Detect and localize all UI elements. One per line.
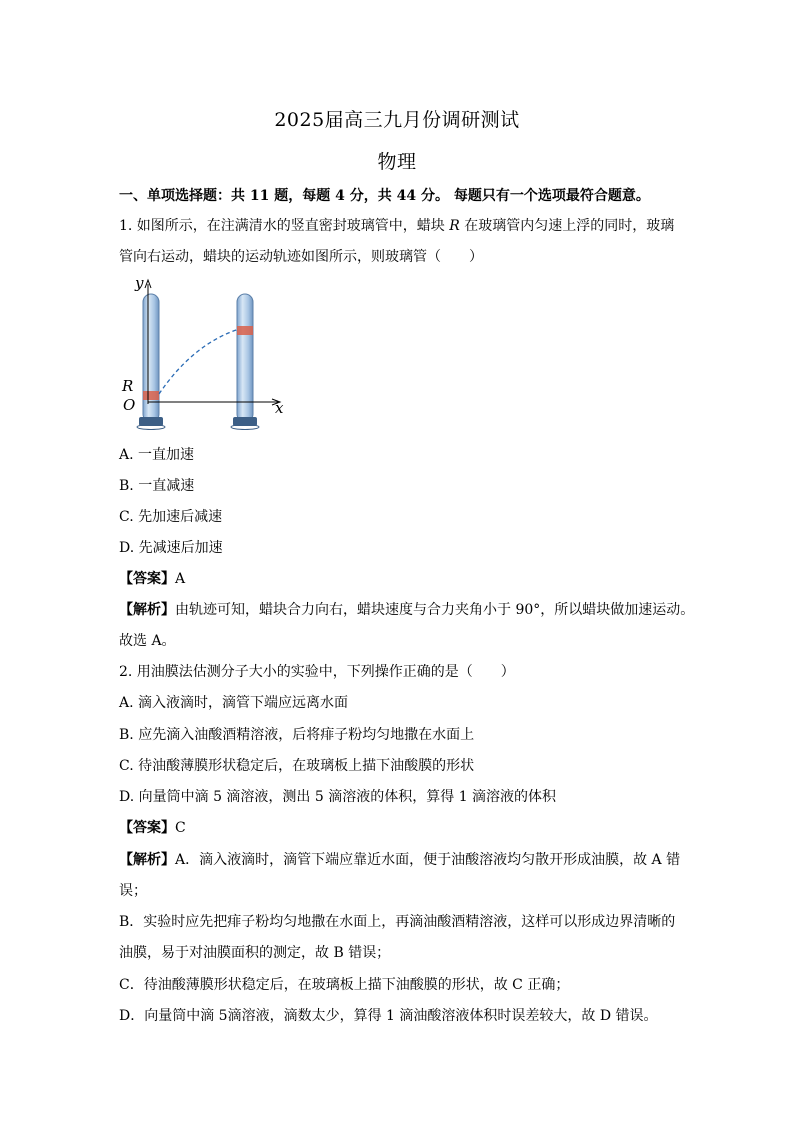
q1-answer <box>119 569 185 589</box>
q1-option-b: B. 一直减速 <box>119 478 195 494</box>
q2-answer-value: C <box>175 820 186 836</box>
q1-var-r: R <box>449 218 460 234</box>
q1-stem-part-b: 在玻璃管内匀速上浮的同时，玻璃 <box>459 218 675 234</box>
q1-option-d: D. 先减速后加速 <box>119 540 223 556</box>
section-heading: 一、单项选择题：共 11 题，每题 4 分，共 44 分。 每题只有一个选项最符合题意。 <box>119 188 650 204</box>
trajectory-curve <box>159 329 239 394</box>
q2-analysis-line1 <box>119 850 680 870</box>
q1-option-c: C. 先加速后减速 <box>119 509 223 525</box>
wax-block-start <box>143 391 159 400</box>
q1-analysis-text: 由轨迹可知，蜡块合力向右，蜡块速度与合力夹角小于 90°，所以蜡块做加速运动。 <box>175 602 695 618</box>
q2-answer <box>119 818 186 838</box>
q2-stem: 2. 用油膜法估测分子大小的实验中，下列操作正确的是（ ） <box>119 664 515 680</box>
q1-stem-line2: 管向右运动，蜡块的运动轨迹如图所示，则玻璃管（ ） <box>119 249 483 265</box>
subject-title: 物理 <box>377 151 417 173</box>
q2-analysis-line4: 油膜，易于对油膜面积的测定，故 B 错误； <box>119 945 391 961</box>
left-tube <box>137 294 165 430</box>
q2-option-c: C. 待油酸薄膜形状稳定后，在玻璃板上描下油酸膜的形状 <box>119 758 475 774</box>
q1-analysis-line2: 故选 A。 <box>119 633 176 649</box>
q1-figure <box>118 276 298 436</box>
wax-block-end <box>237 326 253 335</box>
q2-analysis-line2: 误； <box>119 883 147 899</box>
label-r: R <box>122 377 134 395</box>
q2-analysis-tag: 【解析】 <box>119 852 175 868</box>
q1-option-a: A. 一直加速 <box>119 447 195 463</box>
q1-answer-value: A <box>175 571 186 587</box>
label-x: x <box>275 399 284 417</box>
exam-title: 2025届高三九月份调研测试 <box>274 109 520 131</box>
q2-analysis-text-1: A．滴入液滴时，滴管下端应靠近水面，便于油酸溶液均匀散开形成油膜，故 A 错 <box>175 852 681 868</box>
right-tube <box>231 294 259 430</box>
q1-answer-tag: 【答案】 <box>119 571 175 587</box>
q2-analysis-line6: D．向量筒中滴 5滴溶液，滴数太少，算得 1 滴油酸溶液体积时误差较大，故 D 错误。 <box>119 1008 658 1024</box>
q1-analysis-tag: 【解析】 <box>119 602 175 618</box>
q2-option-b: B. 应先滴入油酸酒精溶液，后将痱子粉均匀地撒在水面上 <box>119 727 475 743</box>
label-y: y <box>135 276 144 292</box>
q1-stem-part-a: 1. 如图所示，在注满清水的竖直密封玻璃管中，蜡块 <box>119 218 450 234</box>
q2-option-d: D. 向量筒中滴 5 滴溶液，测出 5 滴溶液的体积，算得 1 滴溶液的体积 <box>119 789 557 805</box>
q2-answer-tag: 【答案】 <box>119 820 175 836</box>
q2-option-a: A. 滴入液滴时，滴管下端应远离水面 <box>119 695 349 711</box>
q1-analysis-line1 <box>119 600 694 620</box>
q1-stem-line1 <box>119 216 674 236</box>
label-o: O <box>123 396 136 414</box>
q2-analysis-line5: C．待油酸薄膜形状稳定后，在玻璃板上描下油酸膜的形状，故 C 正确； <box>119 977 570 993</box>
q2-analysis-line3: B．实验时应先把痱子粉均匀地撒在水面上，再滴油酸酒精溶液，这样可以形成边界清晰的 <box>119 914 676 930</box>
